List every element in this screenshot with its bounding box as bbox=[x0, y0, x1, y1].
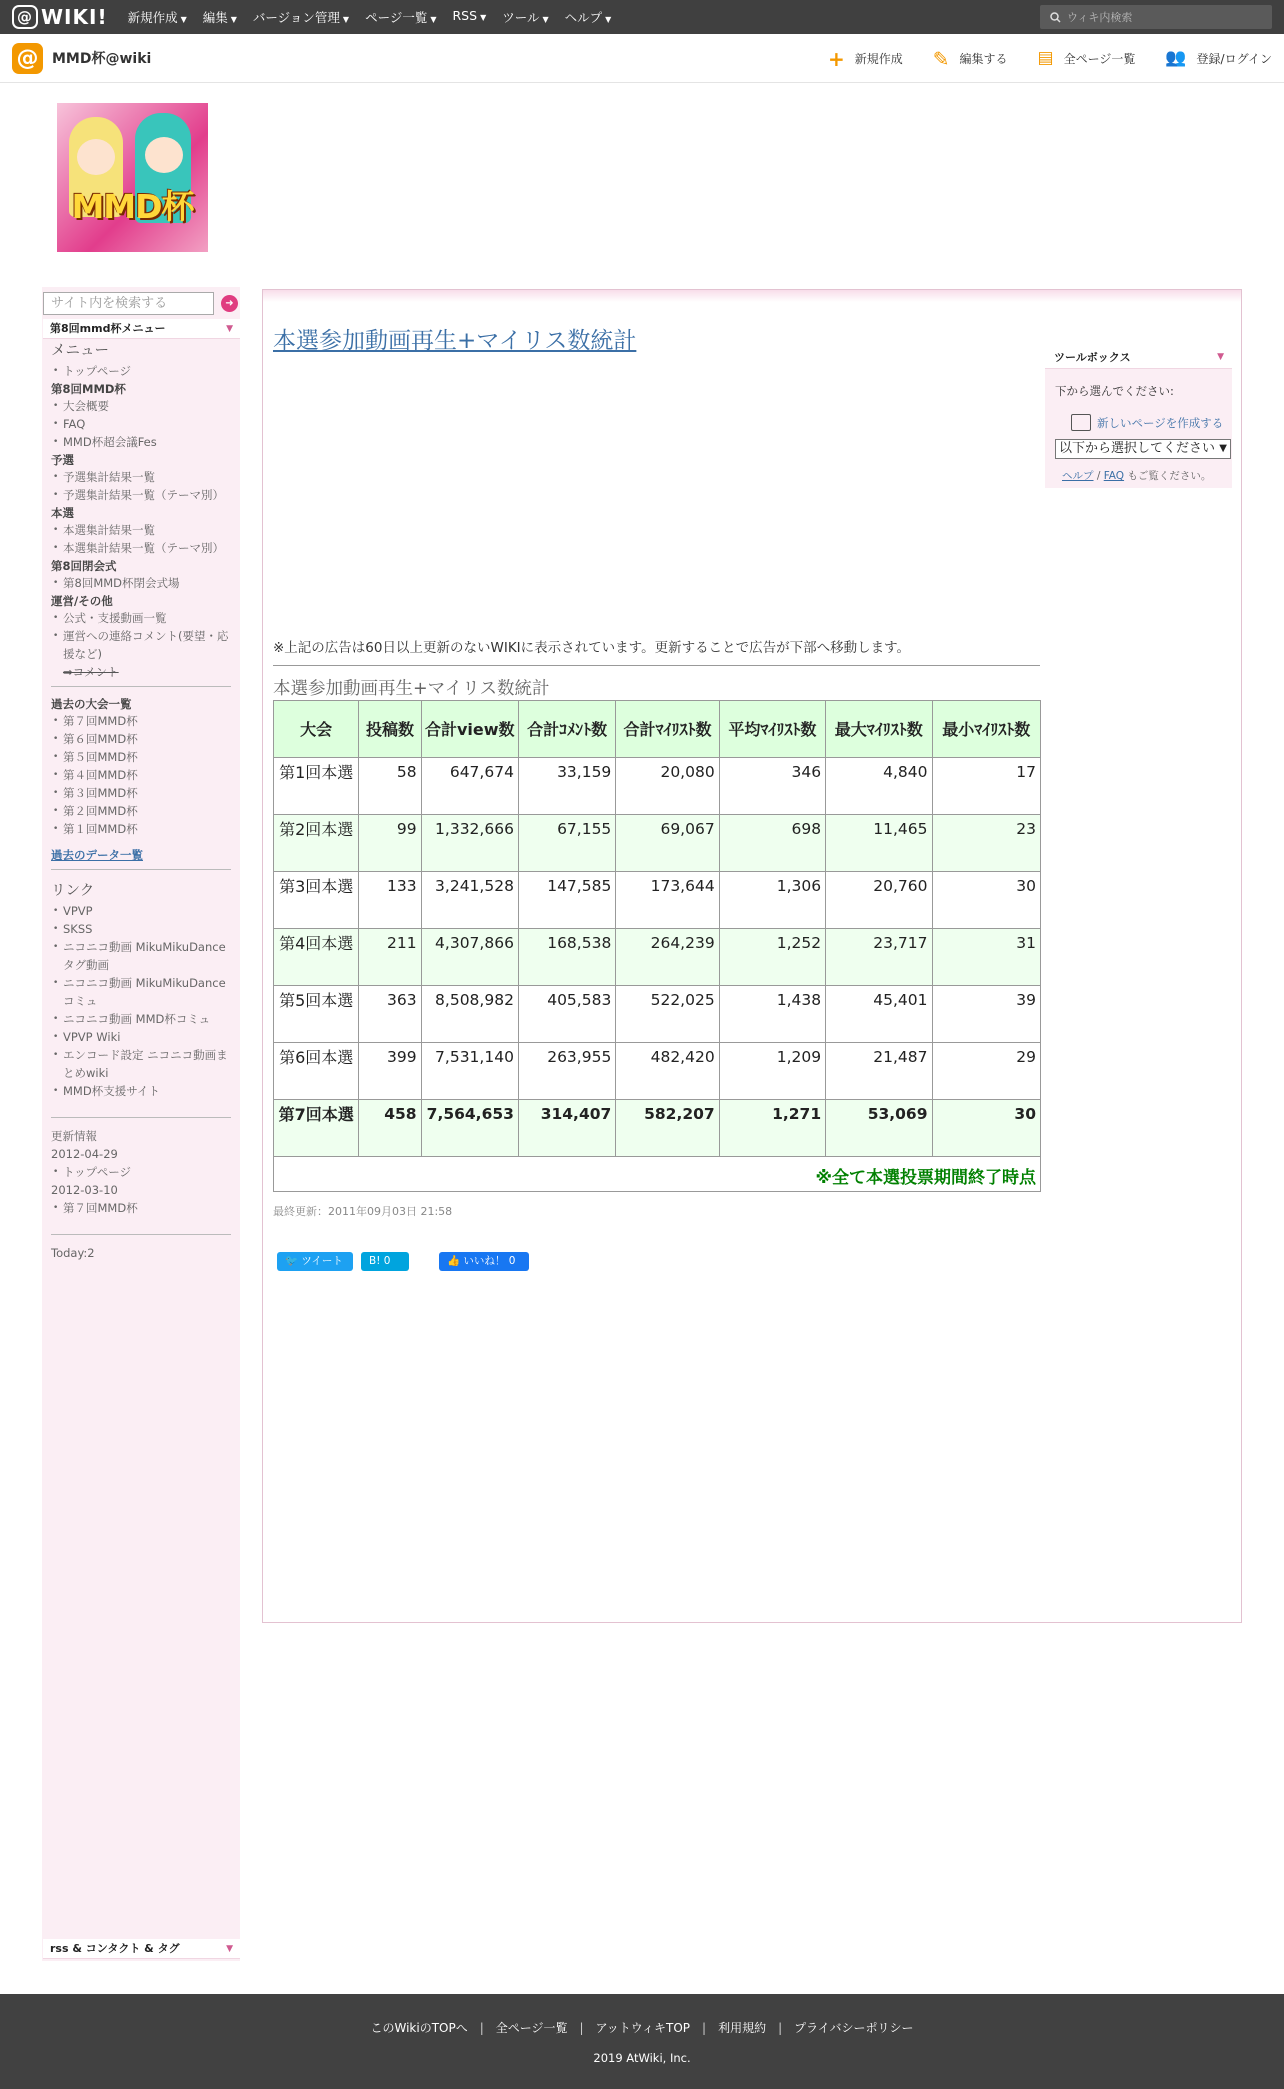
sidebar-item[interactable]: • 運営への連絡コメント(要望・応援など) bbox=[51, 627, 231, 663]
table-cell: 17 bbox=[932, 758, 1040, 815]
caret-down-icon: ▼ bbox=[605, 15, 612, 24]
divider bbox=[51, 869, 231, 870]
table-cell: 698 bbox=[719, 815, 825, 872]
search-placeholder: ウィキ内検索 bbox=[1067, 11, 1133, 24]
section-ops: 運営/その他 bbox=[51, 594, 113, 608]
table-cell: 1,332,666 bbox=[421, 815, 518, 872]
table-cell: 第6回本選 bbox=[274, 1043, 359, 1100]
at-icon: @ bbox=[12, 5, 38, 29]
column-header: 大会 bbox=[274, 701, 359, 758]
search-submit-icon[interactable]: ➜ bbox=[221, 295, 238, 312]
table-cell: 173,644 bbox=[616, 872, 719, 929]
wiki-search-input[interactable] bbox=[1040, 5, 1272, 29]
updates-heading: 更新情報 bbox=[51, 1129, 97, 1143]
table-cell: 67,155 bbox=[518, 815, 615, 872]
table-cell: 23 bbox=[932, 815, 1040, 872]
sidebar-rss-title[interactable]: rss & コンタクト & タグ ▼ bbox=[43, 1939, 240, 1959]
toolbox-help: ヘルプ / FAQ もご覧ください。 bbox=[1062, 470, 1212, 482]
nav-version[interactable]: バージョン管理 ▼ bbox=[252, 10, 350, 25]
login-button[interactable]: 👥 登録/ログイン bbox=[1165, 48, 1272, 68]
table-row bbox=[274, 929, 1041, 986]
create-page-link[interactable]: 新しいページを作成する bbox=[1071, 414, 1223, 431]
table-row bbox=[274, 1100, 1041, 1157]
table-cell: 1,252 bbox=[719, 929, 825, 986]
table-cell: 31 bbox=[932, 929, 1040, 986]
section-honsen: 本選 bbox=[51, 506, 74, 520]
table-cell: 第1回本選 bbox=[274, 758, 359, 815]
sidebar-item[interactable]: • 第１回MMD杯 bbox=[51, 820, 231, 838]
sidebar-item[interactable]: • 第２回MMD杯 bbox=[51, 802, 231, 820]
footer-link-atwiki[interactable]: アットウィキTOP bbox=[595, 2021, 691, 2035]
sidebar-item[interactable]: • 第４回MMD杯 bbox=[51, 766, 231, 784]
table-cell: 1,438 bbox=[719, 986, 825, 1043]
spacer bbox=[51, 838, 231, 846]
spacer bbox=[51, 1100, 231, 1112]
table-row bbox=[274, 1043, 1041, 1100]
social-buttons bbox=[277, 1252, 529, 1271]
table-cell: 4,840 bbox=[826, 758, 932, 815]
site-banner-image[interactable] bbox=[57, 103, 208, 252]
table-row bbox=[274, 758, 1041, 815]
table-cell: 39 bbox=[932, 986, 1040, 1043]
sidebar bbox=[42, 287, 240, 1961]
table-cell: 1,271 bbox=[719, 1100, 825, 1157]
table-cell: 第3回本選 bbox=[274, 872, 359, 929]
today-counter: Today:2 bbox=[51, 1246, 95, 1260]
sidebar-item[interactable]: • MMD杯支援サイト bbox=[51, 1082, 231, 1100]
content-top-strip bbox=[263, 290, 1241, 302]
sidebar-item[interactable]: • トップページ bbox=[51, 1163, 231, 1181]
table-cell: 405,583 bbox=[518, 986, 615, 1043]
chevron-down-icon: ▼ bbox=[1217, 352, 1224, 362]
sidebar-item[interactable]: • MMD杯超会議Fes bbox=[51, 433, 231, 451]
table-cell: 147,585 bbox=[518, 872, 615, 929]
chevron-down-icon: ▼ bbox=[226, 1944, 233, 1954]
sidebar-item[interactable]: • 第６回MMD杯 bbox=[51, 730, 231, 748]
table-cell: 582,207 bbox=[616, 1100, 719, 1157]
update-date: 2012-04-29 bbox=[51, 1147, 118, 1161]
table-cell: 20,760 bbox=[826, 872, 932, 929]
table-cell: 69,067 bbox=[616, 815, 719, 872]
table-cell: 20,080 bbox=[616, 758, 719, 815]
section-yosen: 予選 bbox=[51, 453, 74, 467]
table-cell: 第2回本選 bbox=[274, 815, 359, 872]
table-cell: 7,531,140 bbox=[421, 1043, 518, 1100]
table-cell: 8,508,982 bbox=[421, 986, 518, 1043]
caret-down-icon: ▼ bbox=[480, 13, 487, 22]
header-actions bbox=[828, 34, 1272, 83]
table-cell: 23,717 bbox=[826, 929, 932, 986]
section-past: 過去の大会一覧 bbox=[51, 697, 132, 711]
table-cell: 53,069 bbox=[826, 1100, 932, 1157]
banner-text: MMD杯 bbox=[71, 187, 194, 226]
sidebar-item[interactable]: • VPVP Wiki bbox=[51, 1028, 231, 1046]
help-link[interactable]: ヘルプ bbox=[1062, 470, 1094, 482]
past-data-link[interactable]: 過去のデータ一覧 bbox=[51, 848, 143, 862]
sidebar-item[interactable]: • 第７回MMD杯 bbox=[51, 712, 231, 730]
table-cell: 45,401 bbox=[826, 986, 932, 1043]
column-header: 合計ｺﾒﾝﾄ数 bbox=[518, 701, 615, 758]
spacer bbox=[51, 1217, 231, 1229]
sidebar-item[interactable]: • 第8回MMD杯閉会式場 bbox=[51, 574, 231, 592]
table-cell: 314,407 bbox=[518, 1100, 615, 1157]
sidebar-item[interactable]: • 大会概要 bbox=[51, 397, 231, 415]
site-header bbox=[0, 34, 1284, 83]
footer bbox=[0, 1994, 1284, 2089]
sidebar-item[interactable]: • 予選集計結果一覧 bbox=[51, 468, 231, 486]
chevron-down-icon: ▼ bbox=[1219, 443, 1227, 454]
table-cell: 1,209 bbox=[719, 1043, 825, 1100]
footer-link-top[interactable]: このWikiのTOPへ bbox=[370, 2021, 468, 2035]
nav-new[interactable]: 新規作成 ▼ bbox=[127, 10, 187, 25]
table-header-row bbox=[274, 701, 1041, 758]
copyright: 2019 AtWiki, Inc. bbox=[593, 2051, 691, 2065]
sidebar-menu-title[interactable]: 第8回mmd杯メニュー ▼ bbox=[43, 319, 240, 339]
stats-heading: 本選参加動画再生+マイリス数統計 bbox=[273, 679, 550, 699]
sidebar-item[interactable]: • 第３回MMD杯 bbox=[51, 784, 231, 802]
table-row bbox=[274, 815, 1041, 872]
table-cell: 第4回本選 bbox=[274, 929, 359, 986]
column-header: 合計view数 bbox=[421, 701, 518, 758]
divider bbox=[51, 1117, 231, 1118]
column-header: 最大ﾏｲﾘｽﾄ数 bbox=[826, 701, 932, 758]
chevron-down-icon: ▼ bbox=[226, 324, 233, 334]
table-cell: 3,241,528 bbox=[421, 872, 518, 929]
table-cell: 263,955 bbox=[518, 1043, 615, 1100]
nav-edit[interactable]: 編集 ▼ bbox=[202, 10, 237, 25]
document-icon: ▤ bbox=[1037, 48, 1054, 68]
pencil-icon: ✎ bbox=[932, 46, 950, 71]
table-cell: 第7回本選 bbox=[274, 1100, 359, 1157]
new-page-icon bbox=[1071, 414, 1091, 431]
last-updated: 最終更新：2011年09月03日 21:58 bbox=[273, 1205, 453, 1218]
toolbox-panel bbox=[1045, 346, 1232, 488]
table-cell: 363 bbox=[359, 986, 421, 1043]
all-pages-button[interactable]: ▤ 全ページ一覧 bbox=[1037, 48, 1136, 68]
logo-text: WIKI! bbox=[41, 5, 108, 29]
sidebar-item[interactable]: • ニコニコ動画 MMD杯コミュ bbox=[51, 1010, 231, 1028]
main-content bbox=[262, 289, 1242, 1623]
sidebar-item[interactable]: • エンコード設定 ニコニコ動画まとめwiki bbox=[51, 1046, 231, 1082]
nav-rss[interactable]: RSS ▼ bbox=[452, 8, 487, 23]
table-cell: 264,239 bbox=[616, 929, 719, 986]
facebook-like-button[interactable]: 👍 いいね！ 0 bbox=[439, 1252, 529, 1271]
banner-face-left bbox=[77, 139, 115, 175]
table-cell: 58 bbox=[359, 758, 421, 815]
table-note: ※全て本選投票期間終了時点 bbox=[274, 1157, 1041, 1192]
table-cell: 399 bbox=[359, 1043, 421, 1100]
atwiki-logo[interactable] bbox=[12, 5, 108, 29]
plus-icon: + bbox=[827, 46, 845, 71]
sidebar-item[interactable]: • 本選集計結果一覧 bbox=[51, 521, 231, 539]
global-nav-bar bbox=[0, 0, 1284, 34]
page-title[interactable]: 本選参加動画再生+マイリス数統計 bbox=[273, 328, 637, 354]
table-cell: 30 bbox=[932, 872, 1040, 929]
new-page-button[interactable]: + 新規作成 bbox=[827, 46, 903, 71]
sidebar-item[interactable]: • 本選集計結果一覧（テーマ別） bbox=[51, 539, 231, 557]
nav-pages[interactable]: ページ一覧 ▼ bbox=[365, 10, 437, 25]
divider bbox=[273, 665, 1040, 666]
stats-table bbox=[273, 700, 1041, 1192]
column-header: 平均ﾏｲﾘｽﾄ数 bbox=[719, 701, 825, 758]
sidebar-item[interactable]: • FAQ bbox=[51, 415, 231, 433]
table-cell: 4,307,866 bbox=[421, 929, 518, 986]
menu-heading: メニュー bbox=[51, 343, 109, 359]
table-cell: 29 bbox=[932, 1043, 1040, 1100]
table-cell: 133 bbox=[359, 872, 421, 929]
twitter-bird-icon: 🐦 bbox=[285, 1255, 299, 1267]
column-header: 最小ﾏｲﾘｽﾄ数 bbox=[932, 701, 1040, 758]
update-date: 2012-03-10 bbox=[51, 1183, 118, 1197]
nav-help[interactable]: ヘルプ ▼ bbox=[564, 10, 612, 25]
table-cell: 1,306 bbox=[719, 872, 825, 929]
ad-notice: ※上記の広告は60日以上更新のないWIKIに表示されています。更新することで広告が下部へ移動します。 bbox=[273, 640, 910, 656]
section-8th: 第8回MMD杯 bbox=[51, 382, 126, 396]
toolbox-prompt: 下から選んでください: bbox=[1055, 384, 1174, 398]
sidebar-item[interactable]: • 第７回MMD杯 bbox=[51, 1199, 231, 1217]
search-icon bbox=[1050, 12, 1061, 23]
table-cell: 33,159 bbox=[518, 758, 615, 815]
table-row bbox=[274, 872, 1041, 929]
toolbox-select[interactable]: 以下から選択してください ▼ bbox=[1055, 439, 1231, 459]
thumbs-up-icon: 👍 bbox=[447, 1255, 461, 1267]
caret-down-icon: ▼ bbox=[542, 15, 549, 24]
table-cell: 7,564,653 bbox=[421, 1100, 518, 1157]
sidebar-comment-link[interactable]: ⇒コメント bbox=[63, 665, 119, 679]
sidebar-item[interactable]: • 第５回MMD杯 bbox=[51, 748, 231, 766]
table-cell: 第5回本選 bbox=[274, 986, 359, 1043]
hatena-bookmark-button[interactable]: B! 0 bbox=[361, 1252, 409, 1271]
sidebar-menu bbox=[51, 335, 231, 1262]
links-heading: リンク bbox=[51, 883, 95, 899]
divider bbox=[51, 1234, 231, 1235]
table-cell: 522,025 bbox=[616, 986, 719, 1043]
table-cell: 30 bbox=[932, 1100, 1040, 1157]
table-cell: 482,420 bbox=[616, 1043, 719, 1100]
sidebar-item[interactable]: • VPVP bbox=[51, 902, 231, 920]
users-icon: 👥 bbox=[1165, 48, 1187, 68]
nav-tools[interactable]: ツール ▼ bbox=[502, 10, 549, 25]
toolbox-title[interactable]: ツールボックス ▼ bbox=[1045, 346, 1232, 369]
table-cell: 11,465 bbox=[826, 815, 932, 872]
table-cell: 346 bbox=[719, 758, 825, 815]
sidebar-item[interactable]: • ニコニコ動画 MikuMikuDanceタグ動画 bbox=[51, 938, 231, 974]
tweet-button[interactable]: 🐦 ツイート bbox=[277, 1252, 353, 1271]
sidebar-item[interactable]: • ニコニコ動画 MikuMikuDanceコミュ bbox=[51, 974, 231, 1010]
footer-link-privacy[interactable]: プライバシーポリシー bbox=[794, 2021, 914, 2035]
caret-down-icon: ▼ bbox=[230, 15, 237, 24]
footer-links: このWikiのTOPへ | 全ページ一覧 | アットウィキTOP | 利用規約 | プライバシーポリシー bbox=[370, 2021, 914, 2035]
sidebar-item[interactable]: • 予選集計結果一覧（テーマ別） bbox=[51, 486, 231, 504]
sidebar-item-top[interactable]: • トップページ bbox=[51, 362, 231, 380]
table-cell: 168,538 bbox=[518, 929, 615, 986]
table-cell: 99 bbox=[359, 815, 421, 872]
edit-button[interactable]: ✎ 編集する bbox=[932, 46, 1008, 71]
site-search-input[interactable]: サイト内を検索する bbox=[43, 292, 214, 315]
footer-link-all-pages[interactable]: 全ページ一覧 bbox=[495, 2021, 568, 2035]
table-cell: 458 bbox=[359, 1100, 421, 1157]
section-closing: 第8回閉会式 bbox=[51, 559, 117, 573]
caret-down-icon: ▼ bbox=[342, 15, 350, 24]
table-cell: 211 bbox=[359, 929, 421, 986]
faq-link[interactable]: FAQ bbox=[1103, 470, 1125, 482]
site-at-icon[interactable]: @ bbox=[12, 43, 43, 74]
table-cell: 21,487 bbox=[826, 1043, 932, 1100]
table-row bbox=[274, 986, 1041, 1043]
table-note-row bbox=[274, 1157, 1041, 1192]
table-cell: 647,674 bbox=[421, 758, 518, 815]
banner-face-right bbox=[145, 137, 183, 173]
caret-down-icon: ▼ bbox=[180, 15, 187, 24]
column-header: 合計ﾏｲﾘｽﾄ数 bbox=[616, 701, 719, 758]
footer-link-terms[interactable]: 利用規約 bbox=[718, 2021, 767, 2035]
site-name[interactable]: MMD杯@wiki bbox=[52, 51, 152, 67]
sidebar-item[interactable]: • SKSS bbox=[51, 920, 231, 938]
sidebar-item[interactable]: • 公式・支援動画一覧 bbox=[51, 609, 231, 627]
top-nav-menu bbox=[128, 8, 612, 26]
caret-down-icon: ▼ bbox=[430, 15, 437, 24]
column-header: 投稿数 bbox=[359, 701, 421, 758]
divider bbox=[51, 686, 231, 687]
